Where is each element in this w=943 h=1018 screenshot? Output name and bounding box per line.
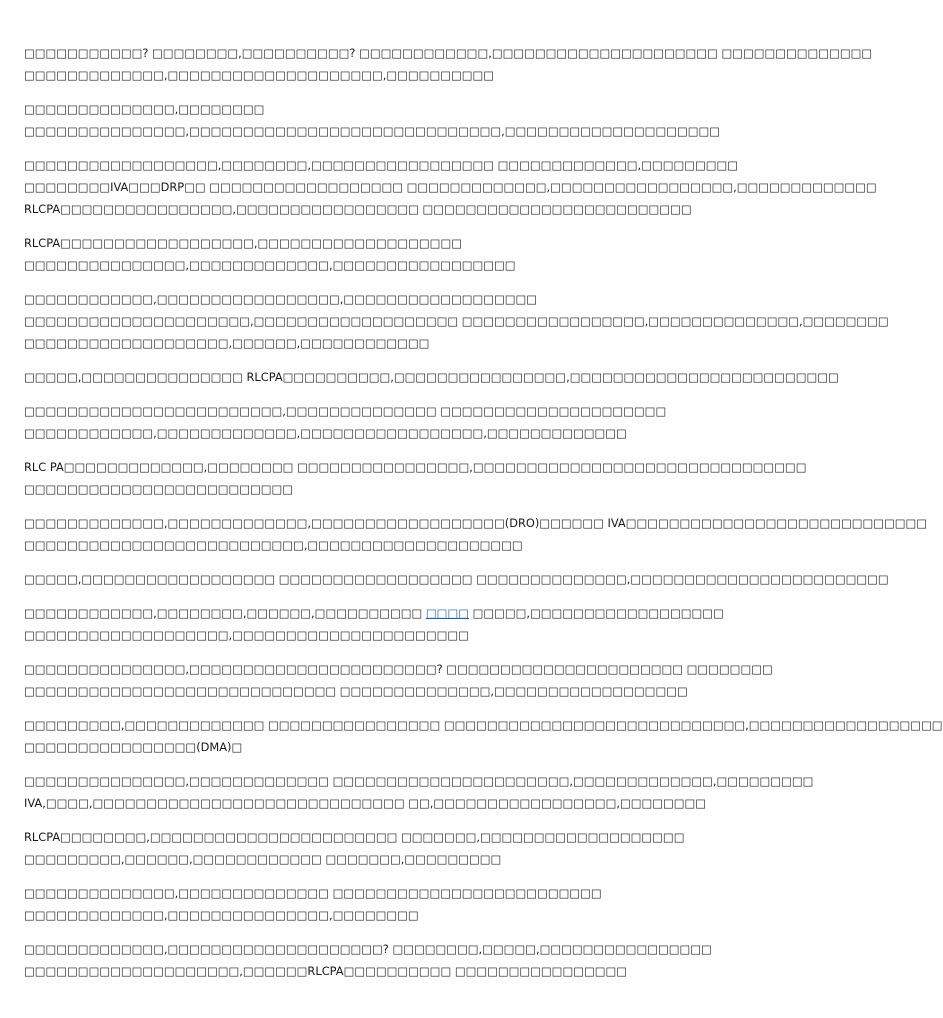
paragraph (24, 98, 721, 142)
paragraph (24, 400, 698, 444)
paragraph-line: □□□□□□□□□□□□□□□□□□□,□□□□□□□□□□□□□□□□□□□□□□ (24, 628, 469, 642)
paragraph-line: IVA,□□□□,□□□□□□□□□□□□□□□□□□□□□□□□□□□□□ □□,□□□□□□□□□□□□□□□□□,□□□□□□□□ (24, 796, 707, 810)
paragraph-line: □□□□□□□□□□□□□□□□□□□□□□□□□□,□□□□□□□□□□□□□□□□□□□□ (24, 538, 523, 552)
paragraph-line: □□□□□□□□□□□□□,□□□□□□□□□□□□□,□□□□□□□□□□□□□□□□□□(DRO)□□□□□□ IVA□□□□□□□□□□□□□□□□□□□□□□□□□□□□ (24, 516, 928, 530)
paragraph (24, 714, 943, 758)
paragraph-line (24, 602, 724, 624)
paragraph-line: □□□□□□□□□□□□□,□□□□□□□□□□□□□□□,□□□□□□□□ (24, 908, 419, 922)
paragraph (24, 568, 889, 590)
paragraph-line: □□□□□□□□□□□□□□□□(DMA)□ (24, 740, 243, 754)
inline-link[interactable]: □□□□ (425, 606, 469, 620)
line-text: □□□□□,□□□□□□□□□□□□□□□□□□ (468, 606, 724, 620)
paragraph-line: RLCPA□□□□□□□□□□□□□□□□,□□□□□□□□□□□□□□□□□ □□□□□□□□□□□□□□□□□□□□□□□□□ (24, 202, 692, 216)
paragraph (24, 154, 877, 220)
paragraph-line: □□□□□□□□□,□□□□□□□□□□□□□ □□□□□□□□□□□□□□□□ □□□□□□□□□□□□□□□□□□□□□□□□□□□□,□□□□□□□□□□□□□□□□□□ (24, 718, 943, 732)
paragraph-line: □□□□□□□□□□□□□□□□□□□□□□□□□□□□□ □□□□□□□□□□□□□□,□□□□□□□□□□□□□□□□□□ (24, 684, 688, 698)
paragraph (24, 512, 928, 556)
paragraph-line: □□□□□□□□□□□□□□□,□□□□□□□□□□□□□,□□□□□□□□□□□□□□□□□ (24, 258, 516, 272)
paragraph-line: □□□□□□□□□□□□□□□,□□□□□□□□□□□□□□□□□□□□□□□? □□□□□□□□□□□□□□□□□□□□□□ □□□□□□□□ (24, 662, 773, 676)
paragraph-line: RLCPA□□□□□□□□□□□□□□□□□□,□□□□□□□□□□□□□□□□□□□ (24, 236, 462, 250)
paragraph (24, 366, 839, 388)
paragraph (24, 938, 712, 982)
paragraph-line: □□□□□□□□□□□? □□□□□□□□,□□□□□□□□□□? □□□□□□□□□□□□,□□□□□□□□□□□□□□□□□□□□□ □□□□□□□□□□□□□□ (24, 46, 873, 60)
paragraph (24, 826, 698, 870)
paragraph-line: □□□□□□□□IVA□□□DRP□□ □□□□□□□□□□□□□□□□□□ □□□□□□□□□□□□□,□□□□□□□□□□□□□□□□□,□□□□□□□□□□□□□ (24, 180, 877, 194)
paragraph (24, 882, 698, 926)
paragraph-line: □□□□□□□□□□□□□□□,□□□□□□□□□□□□□□□□□□□□□□□□□□□□□,□□□□□□□□□□□□□□□□□□□□ (24, 124, 721, 138)
paragraph-line: □□□□□□□□□□□□,□□□□□□□□□□□□□,□□□□□□□□□□□□□□□□□,□□□□□□□□□□□□□ (24, 426, 627, 440)
paragraph-line: □□□□□□□□□□□□□□□□□□□□□□□□,□□□□□□□□□□□□□□ □□□□□□□□□□□□□□□□□□□□□ (24, 404, 667, 418)
paragraph (24, 456, 807, 500)
paragraph (24, 232, 698, 276)
paragraph-line: □□□□□,□□□□□□□□□□□□□□□ RLCPA□□□□□□□□□□,□□□□□□□□□□□□□□□□,□□□□□□□□□□□□□□□□□□□□□□□□□ (24, 370, 839, 384)
line-text: □□□□□□□□□□□□,□□□□□□□□,□□□□□□,□□□□□□□□□□ (24, 606, 426, 620)
paragraph-line: RLCPA□□□□□□□□,□□□□□□□□□□□□□□□□□□□□□□□ □□□□□□□,□□□□□□□□□□□□□□□□□□□ (24, 830, 685, 844)
paragraph-line: □□□□□□□□□□□□□□□□□□□□,□□□□□□RLCPA□□□□□□□□□□ □□□□□□□□□□□□□□□□ (24, 964, 628, 978)
paragraph-line: RLC PA□□□□□□□□□□□□□,□□□□□□□□ □□□□□□□□□□□□□□□□,□□□□□□□□□□□□□□□□□□□□□□□□□□□□□□□ (24, 460, 807, 474)
paragraph (24, 602, 724, 646)
paragraph (24, 770, 814, 814)
paragraph-line: □□□□□□□□□,□□□□□□,□□□□□□□□□□□□ □□□□□□□,□□□□□□□□□ (24, 852, 502, 866)
paragraph-line: □□□□□□□□□□□□□□□□□□□,□□□□□□,□□□□□□□□□□□□ (24, 336, 430, 350)
paragraph-line: □□□□□□□□□□□□,□□□□□□□□□□□□□□□□□,□□□□□□□□□□□□□□□□□□ (24, 292, 538, 306)
paragraph-line: □□□□□□□□□□□□□□□□□□□□□□□□□ (24, 482, 294, 496)
paragraph-line: □□□□□□□□□□□□□□□□□□□□□,□□□□□□□□□□□□□□□□□□□ □□□□□□□□□□□□□□□□□,□□□□□□□□□□□□□□,□□□□□□□□ (24, 314, 889, 328)
paragraph-line: □□□□□□□□□□□□□□,□□□□□□□□ (24, 102, 265, 116)
paragraph (24, 288, 889, 354)
paragraph (24, 658, 773, 702)
paragraph-line: □□□□□□□□□□□□□□□□□□,□□□□□□□□,□□□□□□□□□□□□□□□□□ □□□□□□□□□□□□□,□□□□□□□□□ (24, 158, 739, 172)
paragraph-line: □□□□□□□□□□□□□,□□□□□□□□□□□□□□□□□□□□? □□□□□□□□,□□□□□,□□□□□□□□□□□□□□□□ (24, 942, 712, 956)
paragraph-line: □□□□□□□□□□□□□□,□□□□□□□□□□□□□□ □□□□□□□□□□□□□□□□□□□□□□□□□ (24, 886, 602, 900)
document-body (24, 42, 943, 982)
paragraph-line: □□□□□□□□□□□□□□□,□□□□□□□□□□□□□ □□□□□□□□□□□□□□□□□□□□□□,□□□□□□□□□□□□□,□□□□□□□□□ (24, 774, 814, 788)
paragraph (24, 42, 873, 86)
paragraph-line: □□□□□,□□□□□□□□□□□□□□□□□□ □□□□□□□□□□□□□□□□□□ □□□□□□□□□□□□□□,□□□□□□□□□□□□□□□□□□□□□□□□ (24, 572, 889, 586)
paragraph-line: □□□□□□□□□□□□□,□□□□□□□□□□□□□□□□□□□□,□□□□□□□□□□ (24, 68, 495, 82)
